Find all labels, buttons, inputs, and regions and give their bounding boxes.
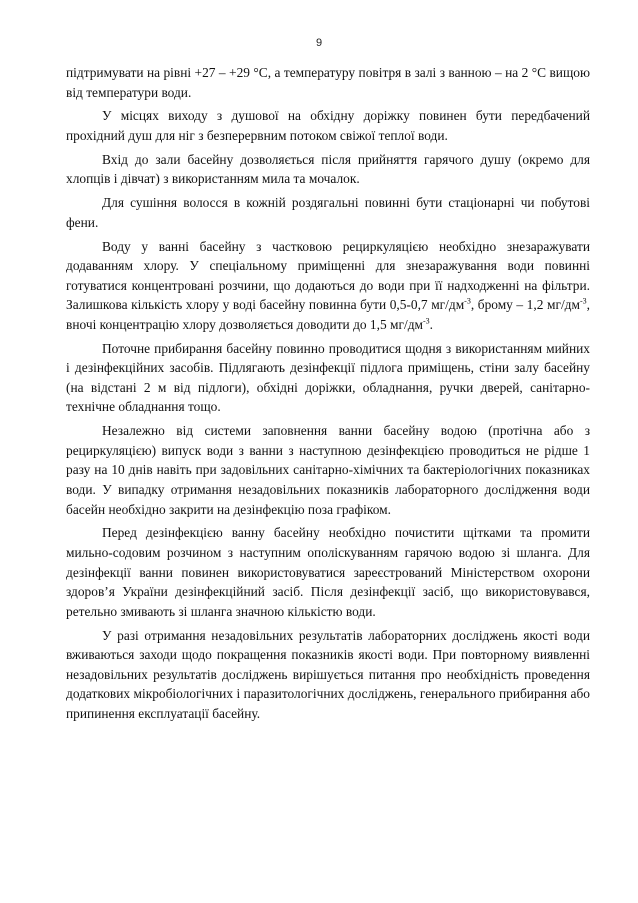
superscript-night-unit: -3 bbox=[422, 316, 430, 326]
page-number: 9 bbox=[315, 37, 323, 49]
paragraph-lab-results: У разі отримання незадовільних результатів лабораторних досліджень якості води вживаються заходи щодо покращення показників якості води. При повторному виявленні незадовільних результатів досліджень вирішується питання про необхідність проведення додаткових мікробіологічних і паразитологічних досліджень, генерального прибирання або припинення експлуатації басейну. bbox=[66, 627, 590, 721]
chlorination-text-bromine: , брому – 1,2 мг/дм bbox=[470, 297, 580, 313]
paragraph-water-release: Незалежно від системи заповнення ванни басейну водою (протічна або з рециркуляцією) випуск води з ванни з наступною дезінфекцією проводиться не рідше 1 разу на 10 днів навіть при задовільних санітарно-хімічних та бактеріологічних показниках води. У випадку отримання незадовільних показників лабораторного дослідження води басейн необхідно закрити на дезінфекцію поза графіком. bbox=[66, 423, 590, 517]
paragraph-water-temperature: підтримувати на рівні +27 – +29 °С, а температуру повітря в залі з ванною – на 2 °С вищою від температури води. bbox=[66, 65, 590, 100]
paragraph-chlorination bbox=[66, 237, 590, 335]
superscript-chlorine-unit: -3 bbox=[464, 296, 471, 306]
paragraph-hall-entry: Вхід до зали басейну дозволяється після прийняття гарячого душу (окремо для хлопців і дівчат) з використанням мила та мочалок. bbox=[66, 151, 590, 187]
chlorination-text-start: Воду у ванні басейну з частковою рециркуляцією необхідно знезаражувати додаванням хлору. У спеціальному приміщенні для знезаражування води повинні готуватися концентровані розчини, що додаються до води при її надходженні на фільтри. Залишкова кількість хлору у воді басейну повинна бути 0,5-0,7 мг/дм bbox=[66, 238, 590, 313]
chlorination-text-night: , вночі концентрацію хлору дозволяється доводити до 1,5 мг/дм bbox=[66, 297, 590, 332]
paragraph-daily-cleaning: Поточне прибирання басейну повинно проводитися щодня з використанням мийних і дезінфекційних засобів. Підлягають дезінфекції підлога приміщень, стіни залу басейну (на відстані 2 м від підлоги), обхідні доріжки, обладнання, ручки дверей, санітарно-технічне обладнання тощо. bbox=[66, 340, 590, 415]
superscript-bromine-unit: -3 bbox=[579, 296, 587, 306]
paragraph-bath-disinfection: Перед дезінфекцією ванну басейну необхідно почистити щітками та промити мильно-содовим розчином з наступним ополіскуванням гарячою водою зі шланга. Для дезінфекції ванни повинен використовуватися зареєстрований Міністерством охорони здоров’я України дезінфекційний засіб. Після дезінфекції засіб, що використовувався, ретельно змивають зі шланга значною кількістю води. bbox=[66, 525, 590, 619]
document-body bbox=[66, 63, 590, 728]
chlorination-text-end: . bbox=[429, 316, 434, 332]
paragraph-foot-shower: У місцях виходу з душової на обхідну доріжку повинен бути передбачений прохідний душ для ніг з безперервним потоком свіжої теплої води. bbox=[66, 108, 590, 143]
paragraph-hair-dryers: Для сушіння волосся в кожній роздягальні повинні бути стаціонарні чи побутові фени. bbox=[66, 195, 590, 230]
